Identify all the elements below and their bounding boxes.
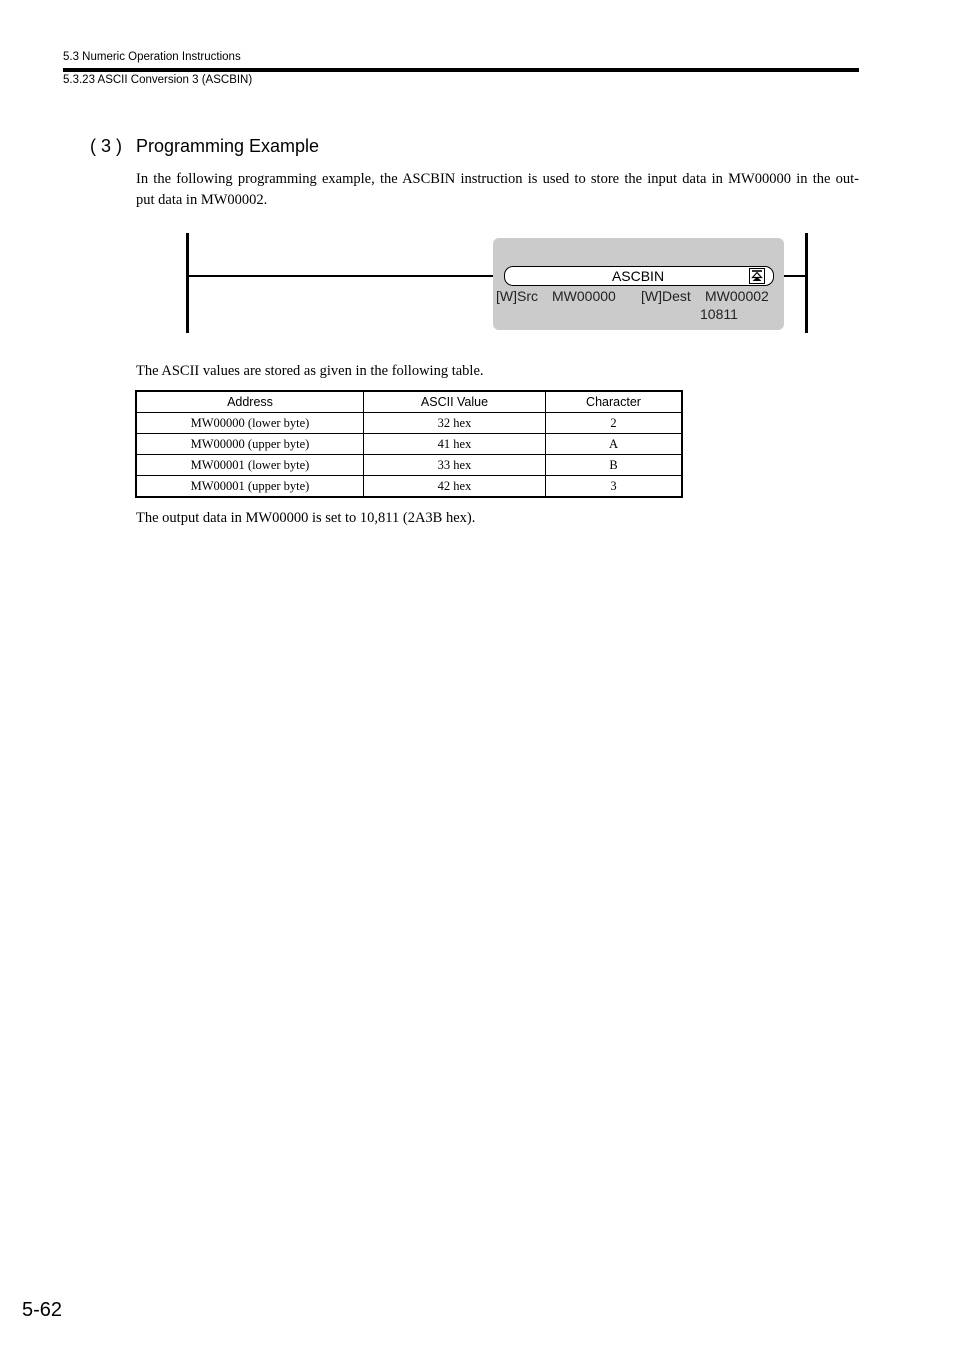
intro-paragraph (136, 169, 859, 211)
cell-address: MW00001 (upper byte) (136, 476, 364, 498)
header-address: Address (136, 391, 364, 413)
cell-character: B (546, 455, 683, 476)
right-power-rail (805, 233, 808, 333)
instruction-name: ASCBIN (611, 268, 665, 284)
page-number: 5-62 (22, 1299, 63, 1321)
rung-wire-left (189, 275, 505, 277)
dest-label: [W]Dest (641, 288, 691, 304)
header-ascii-value: ASCII Value (364, 391, 546, 413)
cell-ascii-value: 42 hex (364, 476, 546, 498)
intro-line-2: put data in MW00002. (136, 192, 268, 208)
intro-line-1: In the following programming example, the ASCBIN instruction is used to store the input data in MW00000 in the out- (136, 171, 859, 187)
dest-value[interactable]: MW00002 (705, 288, 769, 304)
section-heading-title: Programming Example (136, 136, 320, 156)
section-heading-number: ( 3 ) (90, 136, 123, 156)
table-row (136, 413, 682, 434)
cell-character: 3 (546, 476, 683, 498)
cell-character: A (546, 434, 683, 455)
left-power-rail (186, 233, 189, 333)
ascbin-instruction-block[interactable] (493, 238, 784, 330)
header-section-title: 5.3 Numeric Operation Instructions (63, 51, 241, 63)
cell-address: MW00001 (lower byte) (136, 455, 364, 476)
cell-ascii-value: 33 hex (364, 455, 546, 476)
header-subsection-title: 5.3.23 ASCII Conversion 3 (ASCBIN) (63, 74, 253, 86)
collapse-icon[interactable] (749, 268, 765, 284)
cell-address: MW00000 (upper byte) (136, 434, 364, 455)
ladder-diagram (180, 230, 820, 340)
table-intro-paragraph: The ASCII values are stored as given in the following table. (136, 363, 484, 379)
cell-character: 2 (546, 413, 683, 434)
dest-current-value: 10811 (700, 306, 738, 322)
instruction-title-bar (504, 266, 774, 286)
section-heading (90, 136, 319, 157)
result-paragraph: The output data in MW00000 is set to 10,811 (2A3B hex). (136, 510, 476, 526)
table-header-row (136, 391, 682, 413)
cell-ascii-value: 32 hex (364, 413, 546, 434)
header-character: Character (546, 391, 683, 413)
src-label: [W]Src (496, 288, 538, 304)
header-rule (63, 68, 859, 72)
src-value[interactable]: MW00000 (552, 288, 616, 304)
table-row (136, 434, 682, 455)
table-row (136, 476, 682, 498)
ascii-values-table (135, 390, 683, 498)
cell-ascii-value: 41 hex (364, 434, 546, 455)
cell-address: MW00000 (lower byte) (136, 413, 364, 434)
table-row (136, 455, 682, 476)
